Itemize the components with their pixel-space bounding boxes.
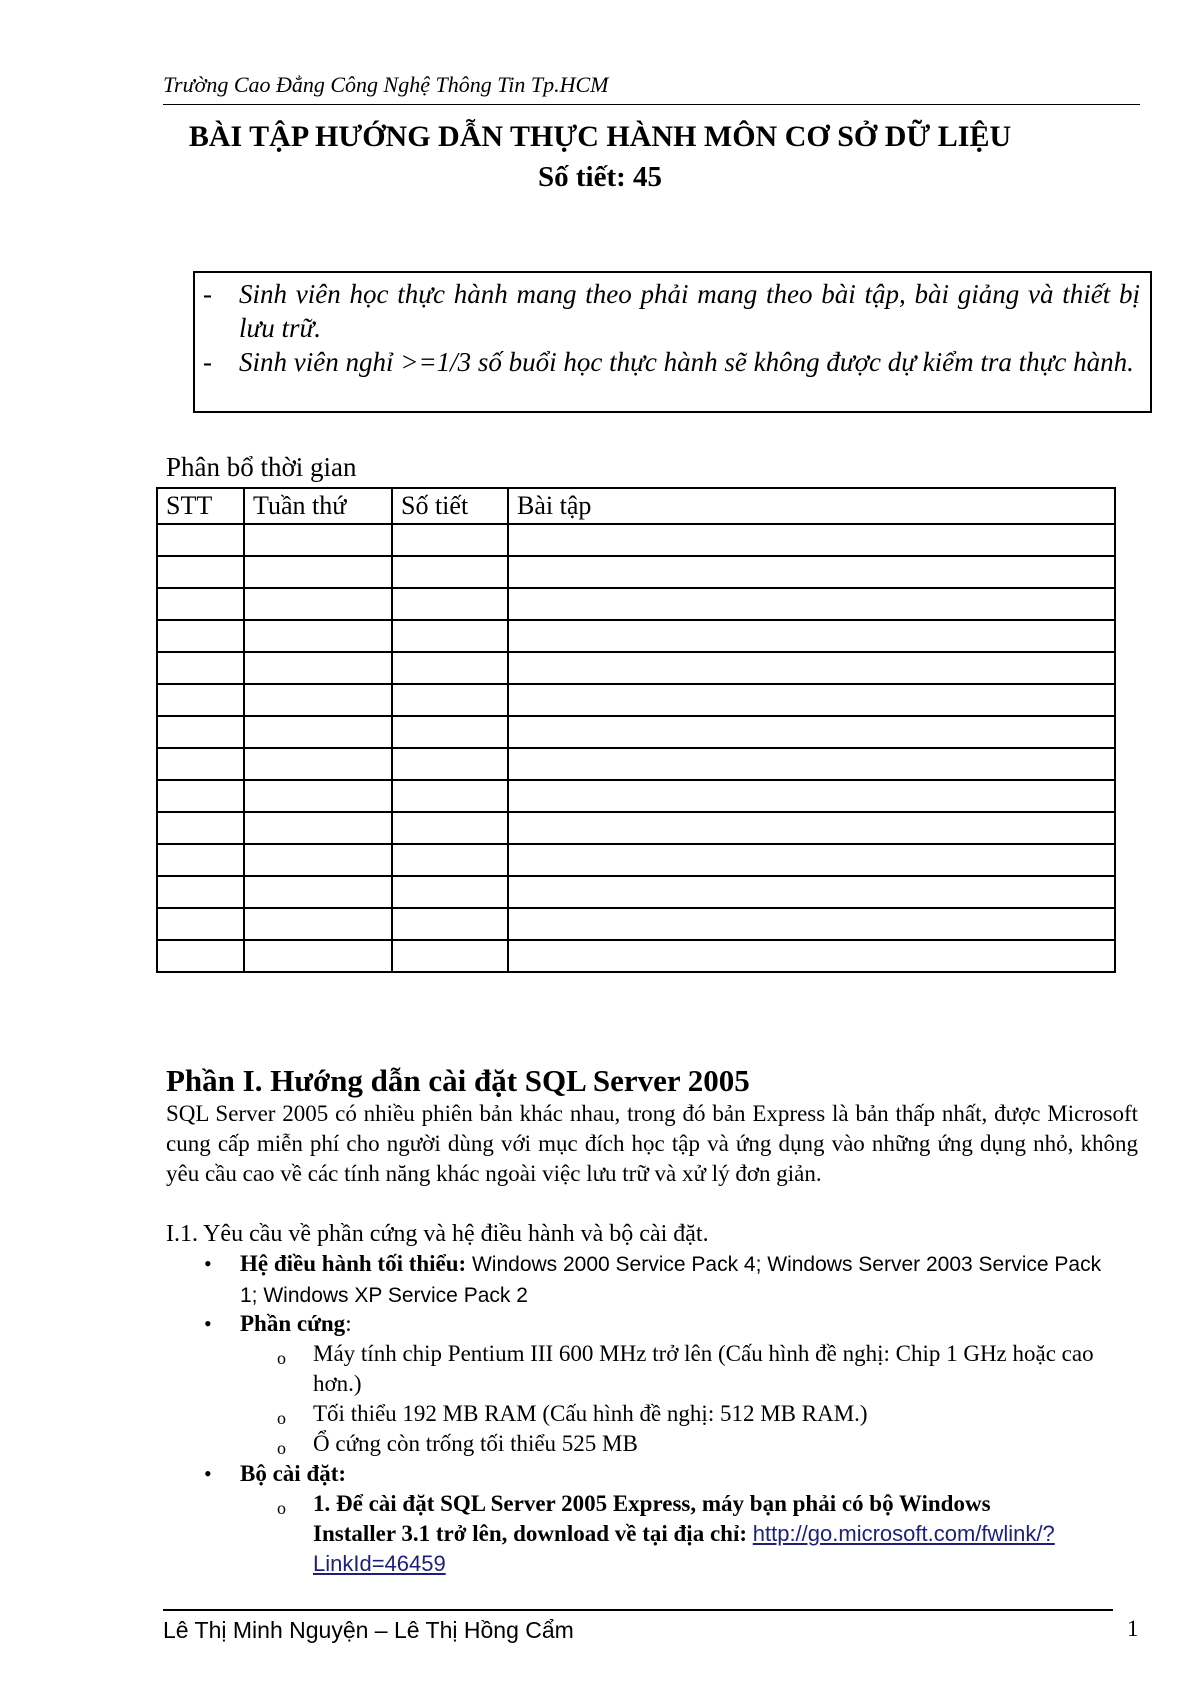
- table-cell: [244, 716, 392, 748]
- table-row: [157, 748, 1115, 780]
- schedule-label: Phân bổ thời gian: [166, 452, 357, 482]
- table-cell: [157, 844, 244, 876]
- table-cell: [157, 524, 244, 556]
- col-header-stt: STT: [157, 488, 244, 524]
- table-cell: [392, 812, 508, 844]
- dash-marker: -: [203, 279, 212, 309]
- table-row: [157, 940, 1115, 972]
- document-title: BÀI TẬP HƯỚNG DẪN THỰC HÀNH MÔN CƠ SỞ DỮ LIỆU: [188, 120, 1012, 153]
- bullet-marker: •: [204, 1311, 212, 1336]
- section-intro: SQL Server 2005 có nhiều phiên bản khác nhau, trong đó bản Express là bản thấp nhất, được Microsoft cung cấp miễn phí cho người dùng với mục đích học tập và ứng dụng vào những ứng dụng nhỏ, không yêu cầu cao về các tính năng khác ngoài việc lưu trữ và xử lý đơn giản.: [166, 1101, 1138, 1186]
- table-cell: [157, 556, 244, 588]
- table-row: [157, 780, 1115, 812]
- note-item: [203, 277, 1140, 345]
- download-link[interactable]: http://go.microsoft.com/fwlink/?LinkId=46459: [313, 1521, 1055, 1576]
- col-header-periods: Số tiết: [392, 488, 508, 524]
- sub-bullet-marker: o: [277, 1408, 286, 1428]
- table-cell: [244, 812, 392, 844]
- note-text: Sinh viên nghỉ >=1/3 số buổi học thực hành sẽ không được dự kiểm tra thực hành.: [239, 347, 1134, 377]
- table-row: [157, 620, 1115, 652]
- table-cell: [508, 684, 1115, 716]
- table-cell: [157, 876, 244, 908]
- table-cell: [508, 716, 1115, 748]
- table-cell: [244, 556, 392, 588]
- os-label: Hệ điều hành tối thiểu:: [240, 1251, 467, 1276]
- table-cell: [508, 524, 1115, 556]
- table-cell: [392, 556, 508, 588]
- table-row: [157, 844, 1115, 876]
- table-cell: [392, 684, 508, 716]
- table-cell: [244, 780, 392, 812]
- table-cell: [244, 588, 392, 620]
- table-cell: [244, 876, 392, 908]
- table-row: [157, 908, 1115, 940]
- table-cell: [157, 940, 244, 972]
- table-cell: [244, 684, 392, 716]
- bullet-installer: [204, 1459, 347, 1489]
- table-cell: [244, 844, 392, 876]
- table-row: [157, 684, 1115, 716]
- table-cell: [157, 780, 244, 812]
- table-cell: [392, 524, 508, 556]
- table-cell: [508, 908, 1115, 940]
- table-cell: [392, 716, 508, 748]
- bullet-os: [204, 1249, 1120, 1311]
- table-cell: [157, 684, 244, 716]
- table-cell: [392, 588, 508, 620]
- table-row: [157, 524, 1115, 556]
- bullet-marker: •: [204, 1251, 212, 1276]
- table-cell: [508, 812, 1115, 844]
- col-header-week: Tuần thứ: [244, 488, 392, 524]
- table-cell: [157, 812, 244, 844]
- hardware-item-text: Máy tính chip Pentium III 600 MHz trở lên (Cấu hình đề nghị: Chip 1 GHz hoặc cao hơn.): [313, 1341, 1094, 1396]
- table-cell: [392, 908, 508, 940]
- col-header-exercise: Bài tập: [508, 488, 1115, 524]
- table-row: [157, 588, 1115, 620]
- table-row: [157, 876, 1115, 908]
- note-item: [203, 345, 1140, 379]
- hardware-item: [277, 1399, 1113, 1429]
- table-cell: [392, 876, 508, 908]
- footer-authors: Lê Thị Minh Nguyện – Lê Thị Hồng Cẩm: [163, 1617, 574, 1643]
- table-cell: [244, 524, 392, 556]
- bullet-hardware: [204, 1309, 352, 1339]
- table-cell: [392, 748, 508, 780]
- table-cell: [157, 652, 244, 684]
- table-cell: [392, 620, 508, 652]
- installer-item: [277, 1489, 1073, 1579]
- table-cell: [508, 780, 1115, 812]
- table-cell: [508, 588, 1115, 620]
- schedule-table: [156, 487, 1116, 973]
- dash-marker: -: [203, 347, 212, 377]
- sub-bullet-marker: o: [277, 1438, 286, 1458]
- table-cell: [508, 876, 1115, 908]
- table-cell: [508, 940, 1115, 972]
- table-row: [157, 652, 1115, 684]
- table-cell: [508, 748, 1115, 780]
- table-cell: [244, 652, 392, 684]
- notes-box: [193, 271, 1152, 413]
- bullet-marker: •: [204, 1461, 212, 1486]
- table-cell: [244, 748, 392, 780]
- hardware-item: [277, 1429, 1113, 1459]
- section-title: Phần I. Hướng dẫn cài đặt SQL Server 2005: [166, 1063, 750, 1098]
- subheading: I.1. Yêu cầu về phần cứng và hệ điều hành và bộ cài đặt.: [166, 1221, 709, 1247]
- document-subtitle: Số tiết: 45: [537, 161, 663, 193]
- table-cell: [508, 556, 1115, 588]
- note-text: Sinh viên học thực hành mang theo phải mang theo bài tập, bài giảng và thiết bị lưu trữ.: [239, 279, 1140, 343]
- footer-divider: [163, 1609, 1113, 1611]
- table-cell: [157, 588, 244, 620]
- table-cell: [392, 780, 508, 812]
- table-cell: [157, 620, 244, 652]
- hardware-colon: :: [345, 1311, 352, 1336]
- installer-item-text: 1. Để cài đặt SQL Server 2005 Express, máy bạn phải có bộ Windows Installer 3.1 trở lên, download về tại địa chỉ:: [313, 1491, 991, 1546]
- table-row: [157, 716, 1115, 748]
- table-cell: [244, 908, 392, 940]
- table-cell: [244, 940, 392, 972]
- os-text: Windows 2000 Service Pack 4; Windows Server 2003 Service Pack 1; Windows XP Service Pack 2: [240, 1253, 1102, 1307]
- page-number: 1: [1127, 1616, 1139, 1641]
- table-cell: [392, 940, 508, 972]
- table-cell: [508, 620, 1115, 652]
- installer-label: Bộ cài đặt:: [240, 1461, 347, 1486]
- table-cell: [157, 908, 244, 940]
- table-cell: [392, 652, 508, 684]
- hardware-item-text: Tối thiểu 192 MB RAM (Cấu hình đề nghị: 512 MB RAM.): [313, 1401, 868, 1426]
- table-cell: [244, 620, 392, 652]
- table-cell: [508, 652, 1115, 684]
- sub-bullet-marker: o: [277, 1348, 286, 1368]
- table-row: [157, 556, 1115, 588]
- hardware-item: [277, 1339, 1113, 1399]
- table-cell: [157, 716, 244, 748]
- sub-bullet-marker: o: [277, 1498, 286, 1518]
- table-cell: [392, 844, 508, 876]
- table-cell: [157, 748, 244, 780]
- table-cell: [508, 844, 1115, 876]
- hardware-label: Phần cứng: [240, 1311, 346, 1336]
- table-header-row: [157, 488, 1115, 524]
- page-header: [163, 70, 1140, 105]
- header-text: Trường Cao Đẳng Công Nghệ Thông Tin Tp.HCM: [163, 72, 609, 97]
- hardware-item-text: Ổ cứng còn trống tối thiểu 525 MB: [313, 1431, 638, 1456]
- table-row: [157, 812, 1115, 844]
